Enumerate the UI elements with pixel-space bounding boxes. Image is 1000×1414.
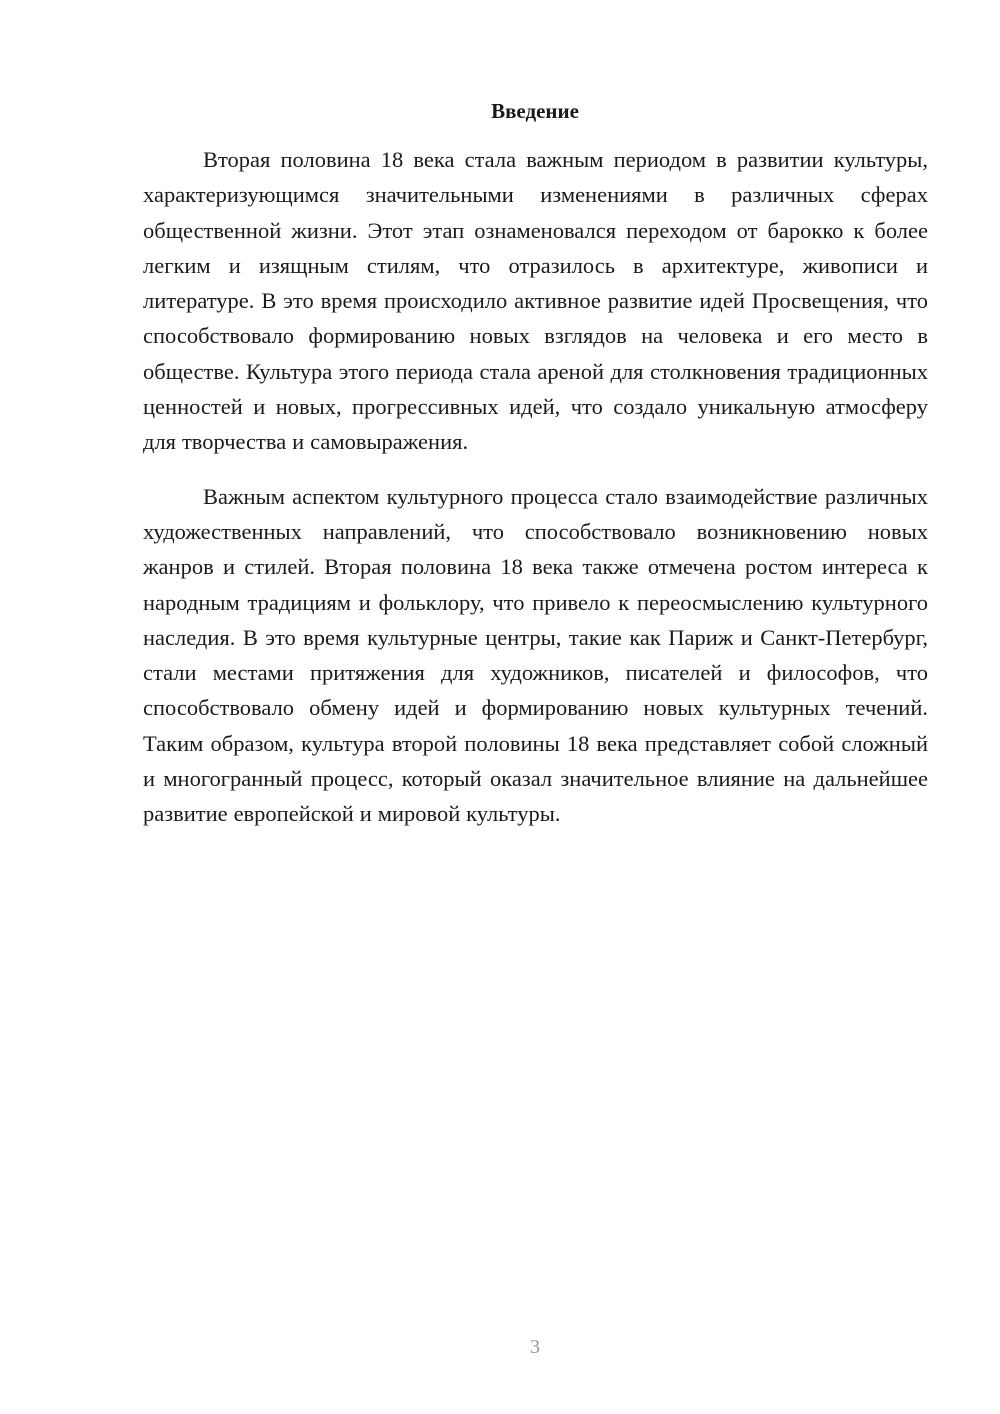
section-heading: Введение [491,99,579,123]
paragraph-2: Важным аспектом культурного процесса стало взаимодействие различных художественных направлений, что способствовало возникновению новых жанров и стилей. Вторая половина 18 века также отмечена ростом интереса к народным традициям и фольклору, что привело к переосмыслению культурного наследия. В это время культурные центры, такие как Париж и Санкт-Петербург, стали местами притяжения для художников, писателей и философов, что способствовало обмену идей и формированию новых культурных течений. Таким образом, культура второй половины 18 века представляет собой сложный и многогранный процесс, который оказал значительное влияние на дальнейшее развитие европейской и мировой культуры. [143,483,928,827]
page-number: 3 [530,1336,540,1358]
paragraph-1: Вторая половина 18 века стала важным периодом в развитии культуры, характеризующимся значительными изменениями в различных сферах общественной жизни. Этот этап ознаменовался переходом от барокко к более легким и изящным стилям, что отразилось в архитектуре, живописи и литературе. В это время происходило активное развитие идей Просвещения, что способствовало формированию новых взглядов на человека и его место в обществе. Культура этого периода стала ареной для столкновения традиционных ценностей и новых, прогрессивных идей, что создало уникальную атмосферу для творчества и самовыражения. [143,147,928,455]
body-text [143,142,928,832]
